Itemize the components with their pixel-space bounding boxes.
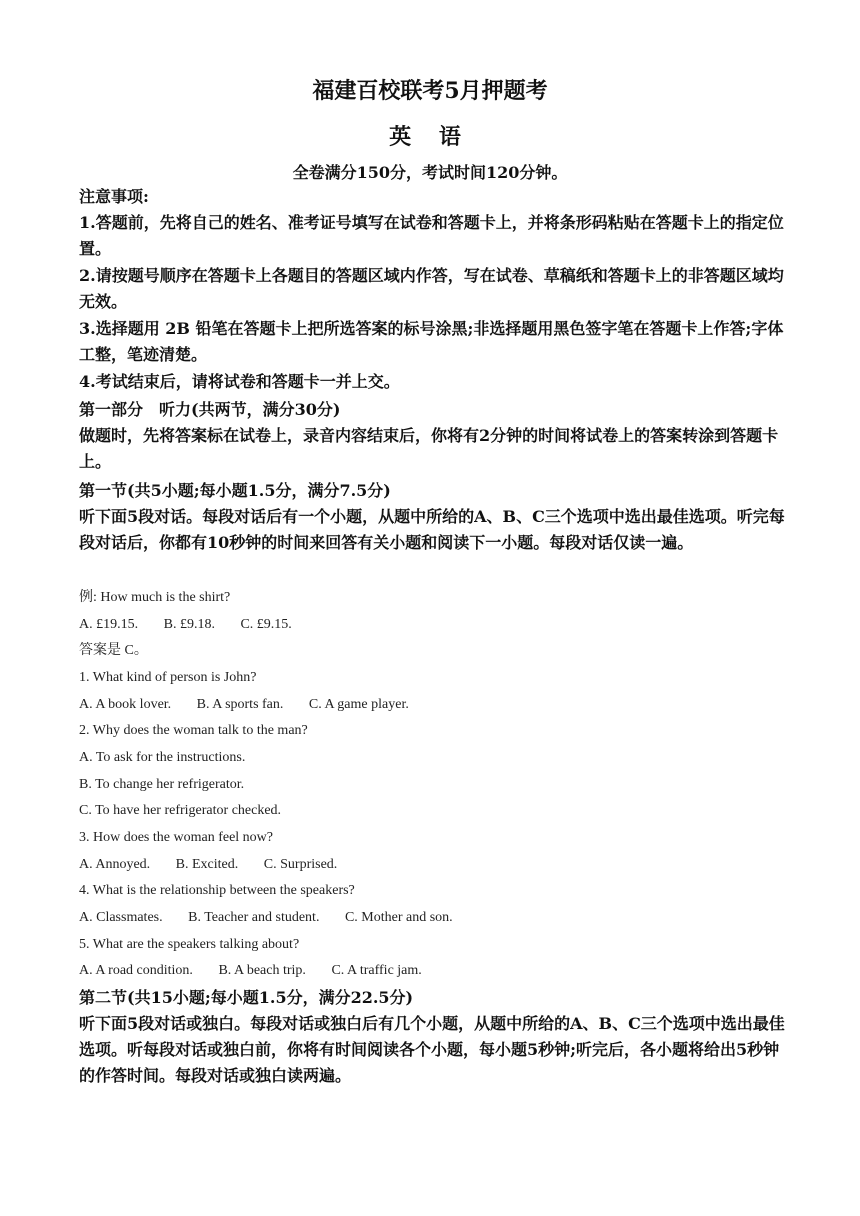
part1-heading: 第一部分 听力(共两节，满分30分) xyxy=(79,400,341,419)
option: C. Surprised. xyxy=(263,857,338,872)
section1-intro: 听下面5段对话。每段对话后有一个小题，从题中所给的A、B、C三个选项中选出最佳选项。听完每段对话后，你都有10秒钟的时间来回答有关小题和阅读下一小题。每段对话仅读一遍。 xyxy=(79,507,785,552)
part1-intro: 做题时，先将答案标在试卷上，录音内容结束后，你将有2分钟的时间将试卷上的答案转涂到答题卡上。 xyxy=(79,426,779,471)
option: A. A book lover. xyxy=(79,697,172,712)
question-1-options xyxy=(79,692,785,718)
exam-title: 福建百校联考5月押题考 xyxy=(312,78,548,104)
question-4: 4. What is the relationship between the speakers? xyxy=(79,883,355,898)
option: A. Classmates. xyxy=(79,910,163,925)
option: B. Teacher and student. xyxy=(188,910,320,925)
option: A. Annoyed. xyxy=(79,857,151,872)
question-5: 5. What are the speakers talking about? xyxy=(79,937,300,952)
question-2-option-c: C. To have her refrigerator checked. xyxy=(79,803,282,818)
notice-item-3: 3.选择题用 2B 铅笔在答题卡上把所选答案的标号涂黑;非选择题用黑色签字笔在答题卡上作答;字体工整，笔迹清楚。 xyxy=(79,319,784,364)
section1-heading: 第一节(共5小题;每小题1.5分，满分7.5分) xyxy=(79,481,391,500)
option: A. A road condition. xyxy=(79,963,193,978)
notice-item-4: 4.考试结束后，请将试卷和答题卡一并上交。 xyxy=(79,372,400,391)
notice-item-1: 1.答题前，先将自己的姓名、准考证号填写在试卷和答题卡上，并将条形码粘贴在答题卡上的指定位置。 xyxy=(79,213,784,258)
notice-heading: 注意事项: xyxy=(79,187,149,206)
option: A. £19.15. xyxy=(79,617,139,632)
option: B. £9.18. xyxy=(163,617,215,632)
question-2-option-b: B. To change her refrigerator. xyxy=(79,777,245,792)
section2-heading: 第二节(共15小题;每小题1.5分，满分22.5分) xyxy=(79,988,414,1007)
section2-intro: 听下面5段对话或独白。每段对话或独白后有几个小题，从题中所给的A、B、C三个选项中选出最佳选项。听每段对话或独白前，你将有时间阅读各个小题，每小题5秒钟;听完后，各小题将给出5秒钟的作答时间。每段对话或独白读两遍。 xyxy=(79,1014,785,1085)
option: C. Mother and son. xyxy=(344,910,453,925)
option: B. A sports fan. xyxy=(196,697,284,712)
question-3: 3. How does the woman feel now? xyxy=(79,830,274,845)
question-5-options xyxy=(79,958,785,984)
question-2: 2. Why does the woman talk to the man? xyxy=(79,723,308,738)
example-question: 例: How much is the shirt? xyxy=(79,590,231,605)
option: C. £9.15. xyxy=(240,617,292,632)
question-4-options xyxy=(79,905,785,931)
exam-info: 全卷满分150分，考试时间120分钟。 xyxy=(292,163,568,182)
question-3-options xyxy=(79,852,785,878)
option: B. A beach trip. xyxy=(218,963,306,978)
option: C. A traffic jam. xyxy=(331,963,422,978)
subject-title: 英 语 xyxy=(389,124,471,150)
option: B. Excited. xyxy=(175,857,239,872)
example-options xyxy=(79,612,785,638)
question-1: 1. What kind of person is John? xyxy=(79,670,257,685)
notice-item-2: 2.请按题号顺序在答题卡上各题目的答题区域内作答，写在试卷、草稿纸和答题卡上的非答题区域均无效。 xyxy=(79,266,784,311)
question-2-option-a: A. To ask for the instructions. xyxy=(79,750,246,765)
option: C. A game player. xyxy=(308,697,409,712)
example-answer: 答案是 C。 xyxy=(79,643,148,658)
